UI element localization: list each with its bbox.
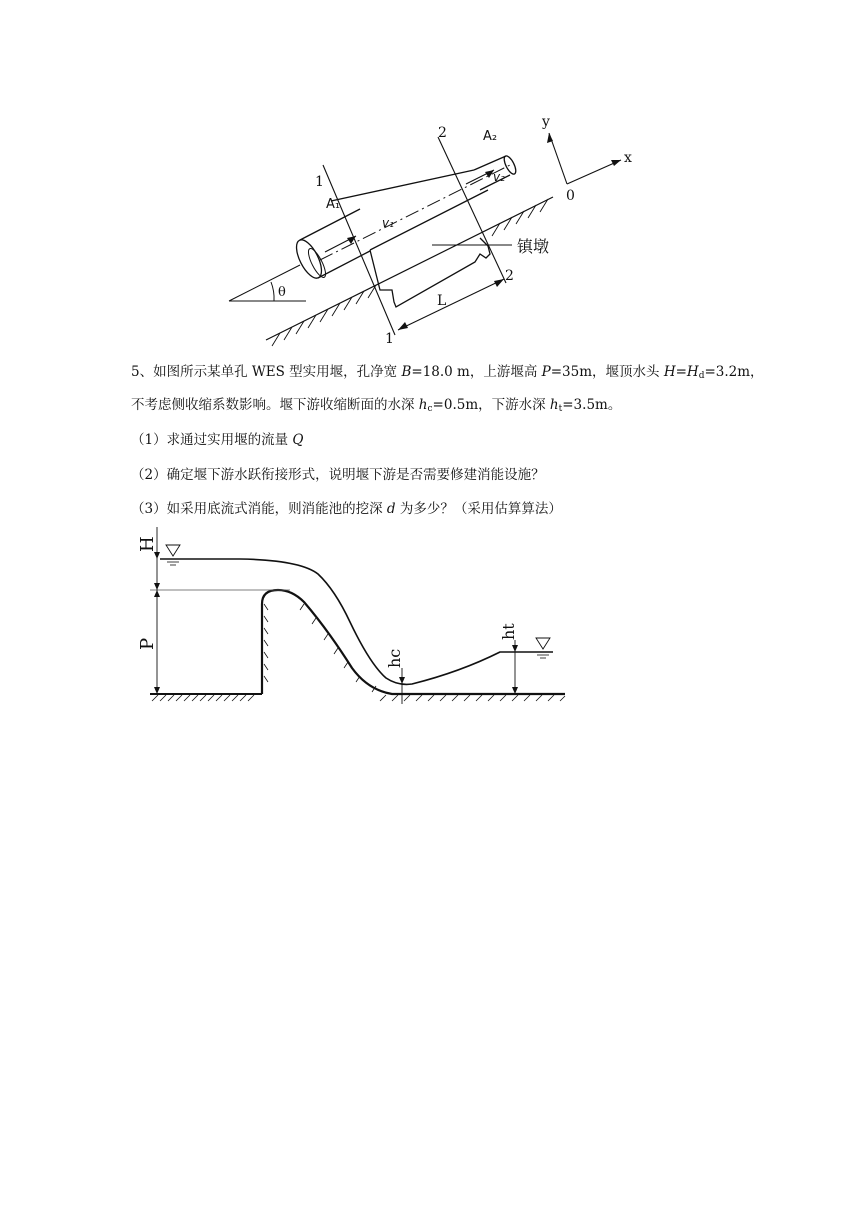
upstream-water-level-icon <box>166 545 180 556</box>
downstream-water-level-icon <box>536 638 550 649</box>
P-arrow-top <box>154 590 160 597</box>
A1-label: A₁ <box>326 197 341 212</box>
symbol-hc-subscript: c <box>427 404 433 414</box>
symbol-B: B <box>401 364 412 380</box>
pipe-anchor-figure <box>0 0 865 360</box>
slope-reference-line <box>229 265 300 301</box>
origin-label: 0 <box>566 188 575 204</box>
problem-line-1-part-b: =18.0 m，上游堰高 <box>411 364 542 380</box>
pipe-bottom-edge <box>318 251 370 278</box>
small-pipe-top-edge <box>474 156 506 170</box>
weir-body-outline <box>262 590 565 694</box>
symbol-Hd: H <box>686 364 699 380</box>
y-axis-label: y <box>542 114 550 130</box>
ht-arrow-top <box>512 645 518 652</box>
symbol-ht-subscript: t <box>558 404 563 414</box>
problem-line-1-part-a: 5、如图所示某单孔 WES 型实用堰，孔净宽 <box>131 364 402 380</box>
section-1-top-label: 1 <box>315 174 324 190</box>
H-arrow-bottom <box>154 583 160 590</box>
section-2-top-label: 2 <box>438 125 447 141</box>
v1-label: v₁ <box>382 216 394 230</box>
problem-line-2-part-c: =3.5m。 <box>562 397 622 413</box>
pipe-top-edge <box>300 209 360 240</box>
question-3-text-b: 为多少？（采用估算算法） <box>395 501 562 517</box>
L-label: L <box>437 293 447 309</box>
problem-line-1 <box>131 363 764 385</box>
x-axis-label: x <box>624 150 632 166</box>
x-axis-arrowhead <box>611 160 621 166</box>
problem-line-1-part-d: = <box>675 364 687 380</box>
H-label: H <box>137 536 158 552</box>
question-2-text: （2）确定堰下游水跃衔接形式，说明堰下游是否需要修建消能设施？ <box>131 467 545 483</box>
pipe-centerline <box>320 165 510 260</box>
hc-label: hc <box>385 648 404 668</box>
section-1-bottom-label: 1 <box>385 331 394 347</box>
symbol-H: H <box>663 364 676 380</box>
P-label: P <box>137 637 158 650</box>
section-1-line <box>323 165 395 335</box>
symbol-hc: h <box>418 397 428 413</box>
symbol-P: P <box>541 364 551 380</box>
problem-line-1-part-e: =3.2m， <box>704 364 764 380</box>
pier-label: 镇墩 <box>517 237 550 256</box>
ht-label: ht <box>499 623 518 640</box>
question-3-text-a: （3）如采用底流式消能，则消能池的挖深 <box>131 501 387 517</box>
A2-label: A₂ <box>483 129 498 144</box>
problem-line-2-part-b: =0.5m，下游水深 <box>432 397 550 413</box>
weir-profile-figure <box>0 520 865 710</box>
symbol-Q: Q <box>292 432 304 448</box>
reducer-top-edge <box>331 170 474 201</box>
L-arrowhead-left <box>398 322 408 330</box>
theta-label: θ <box>278 285 286 300</box>
question-3 <box>131 500 562 518</box>
question-2 <box>131 466 545 484</box>
symbol-Hd-subscript: d <box>698 371 705 381</box>
L-dimension-line <box>398 279 504 330</box>
v2-label: v₂ <box>493 170 505 184</box>
problem-line-2 <box>131 396 621 418</box>
question-1 <box>131 431 303 449</box>
question-1-text: （1）求通过实用堰的流量 <box>131 432 293 448</box>
water-surface-profile <box>160 559 553 684</box>
upstream-bed-hatching <box>152 695 254 701</box>
anchor-block-outline <box>370 238 490 307</box>
problem-line-1-part-c: =35m，堰顶水头 <box>550 364 664 380</box>
P-arrow-bottom <box>154 687 160 694</box>
H-arrow-top <box>154 552 160 559</box>
section-2-bottom-label: 2 <box>505 268 514 284</box>
problem-line-2-part-a: 不考虑侧收缩系数影响。堰下游收缩断面的水深 <box>131 397 419 413</box>
hc-arrow <box>399 677 405 684</box>
L-arrowhead-right <box>494 279 504 287</box>
theta-arc <box>271 282 274 301</box>
symbol-ht: h <box>549 397 559 413</box>
symbol-d: d <box>386 501 396 517</box>
